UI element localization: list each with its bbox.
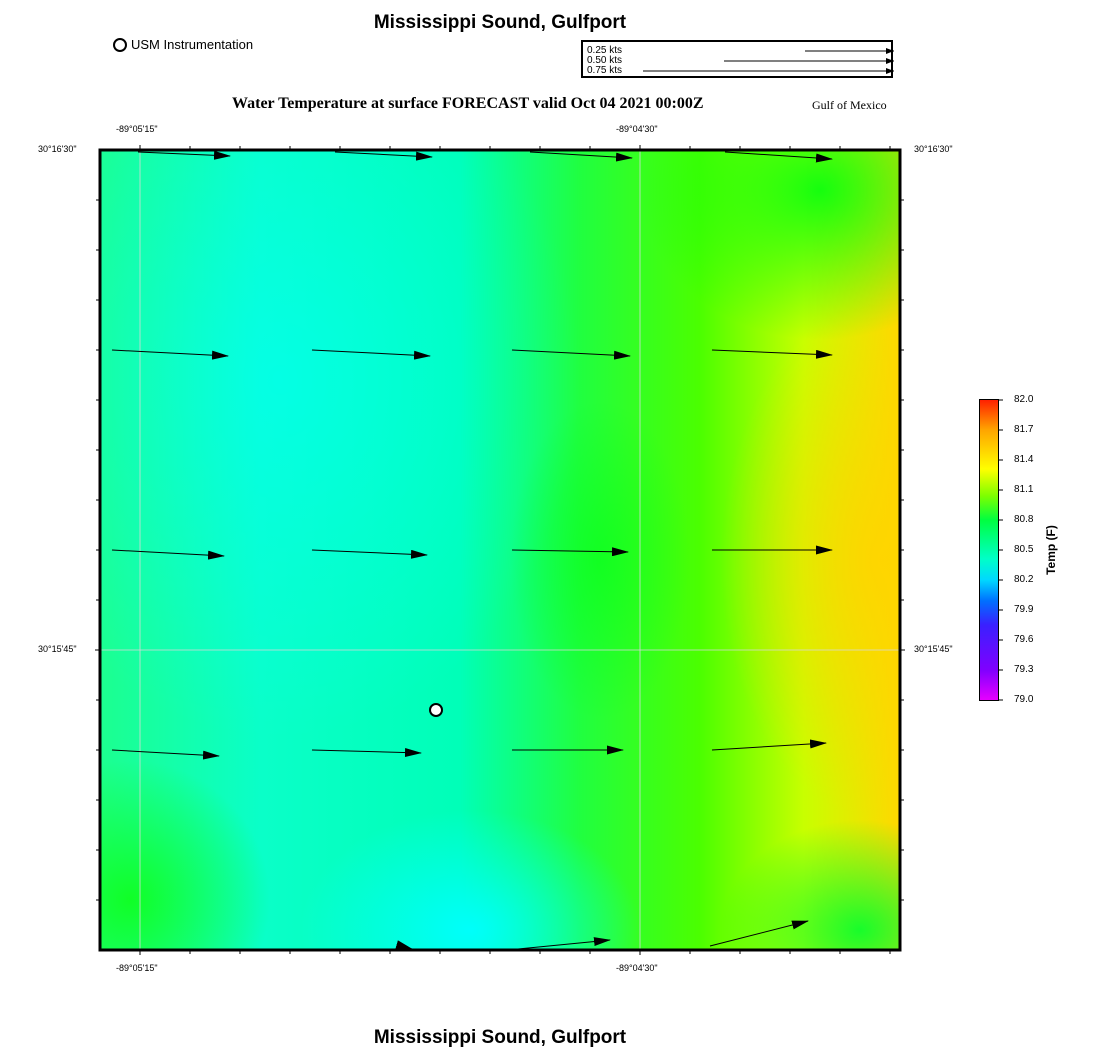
temperature-field <box>0 20 1040 1050</box>
colorbar-title: Temp (F) <box>1044 525 1058 575</box>
colorbar-tick-label: 80.5 <box>1014 544 1034 555</box>
region-label: Gulf of Mexico <box>812 98 887 112</box>
lon-label-top-1: -89°05'15" <box>116 124 158 134</box>
colorbar-tick-label: 79.9 <box>1014 604 1034 615</box>
lon-label-bottom-2: -89°04'30" <box>616 963 658 973</box>
station-legend-label: USM Instrumentation <box>131 37 254 52</box>
lat-label-left-2: 30°15'45" <box>38 644 77 654</box>
colorbar-tick-label: 79.0 <box>1014 694 1034 705</box>
temperature-colorbar <box>979 399 999 701</box>
colorbar-ticks <box>998 399 1006 701</box>
lat-label-right-2: 30°15'45" <box>914 644 953 654</box>
colorbar-tick-label: 79.6 <box>1014 634 1034 645</box>
colorbar-tick-label: 82.0 <box>1014 394 1034 405</box>
lon-label-bottom-1: -89°05'15" <box>116 963 158 973</box>
vector-scale-label-2: 0.50 kts <box>587 55 623 66</box>
lat-label-left-1: 30°16'30" <box>38 144 77 154</box>
vector-scale-label-1: 0.25 kts <box>587 45 623 56</box>
colorbar-tick-label: 81.1 <box>1014 484 1034 495</box>
colorbar-tick-label: 79.3 <box>1014 664 1034 675</box>
colorbar-tick-label: 80.8 <box>1014 514 1034 525</box>
usm-station-marker[interactable] <box>430 704 442 716</box>
footer-title: Mississippi Sound, Gulfport <box>373 1027 627 1048</box>
colorbar-tick-label: 81.7 <box>1014 424 1034 435</box>
colorbar-tick-label: 80.2 <box>1014 574 1034 585</box>
colorbar-tick-label: 81.4 <box>1014 454 1034 465</box>
lon-label-top-2: -89°04'30" <box>616 124 658 134</box>
lat-label-right-1: 30°16'30" <box>914 144 953 154</box>
map-subtitle: Water Temperature at surface FORECAST valid Oct 04 2021 00:00Z <box>232 95 704 112</box>
vector-scale-label-3: 0.75 kts <box>587 65 623 76</box>
map-title: Mississippi Sound, Gulfport <box>373 12 627 33</box>
